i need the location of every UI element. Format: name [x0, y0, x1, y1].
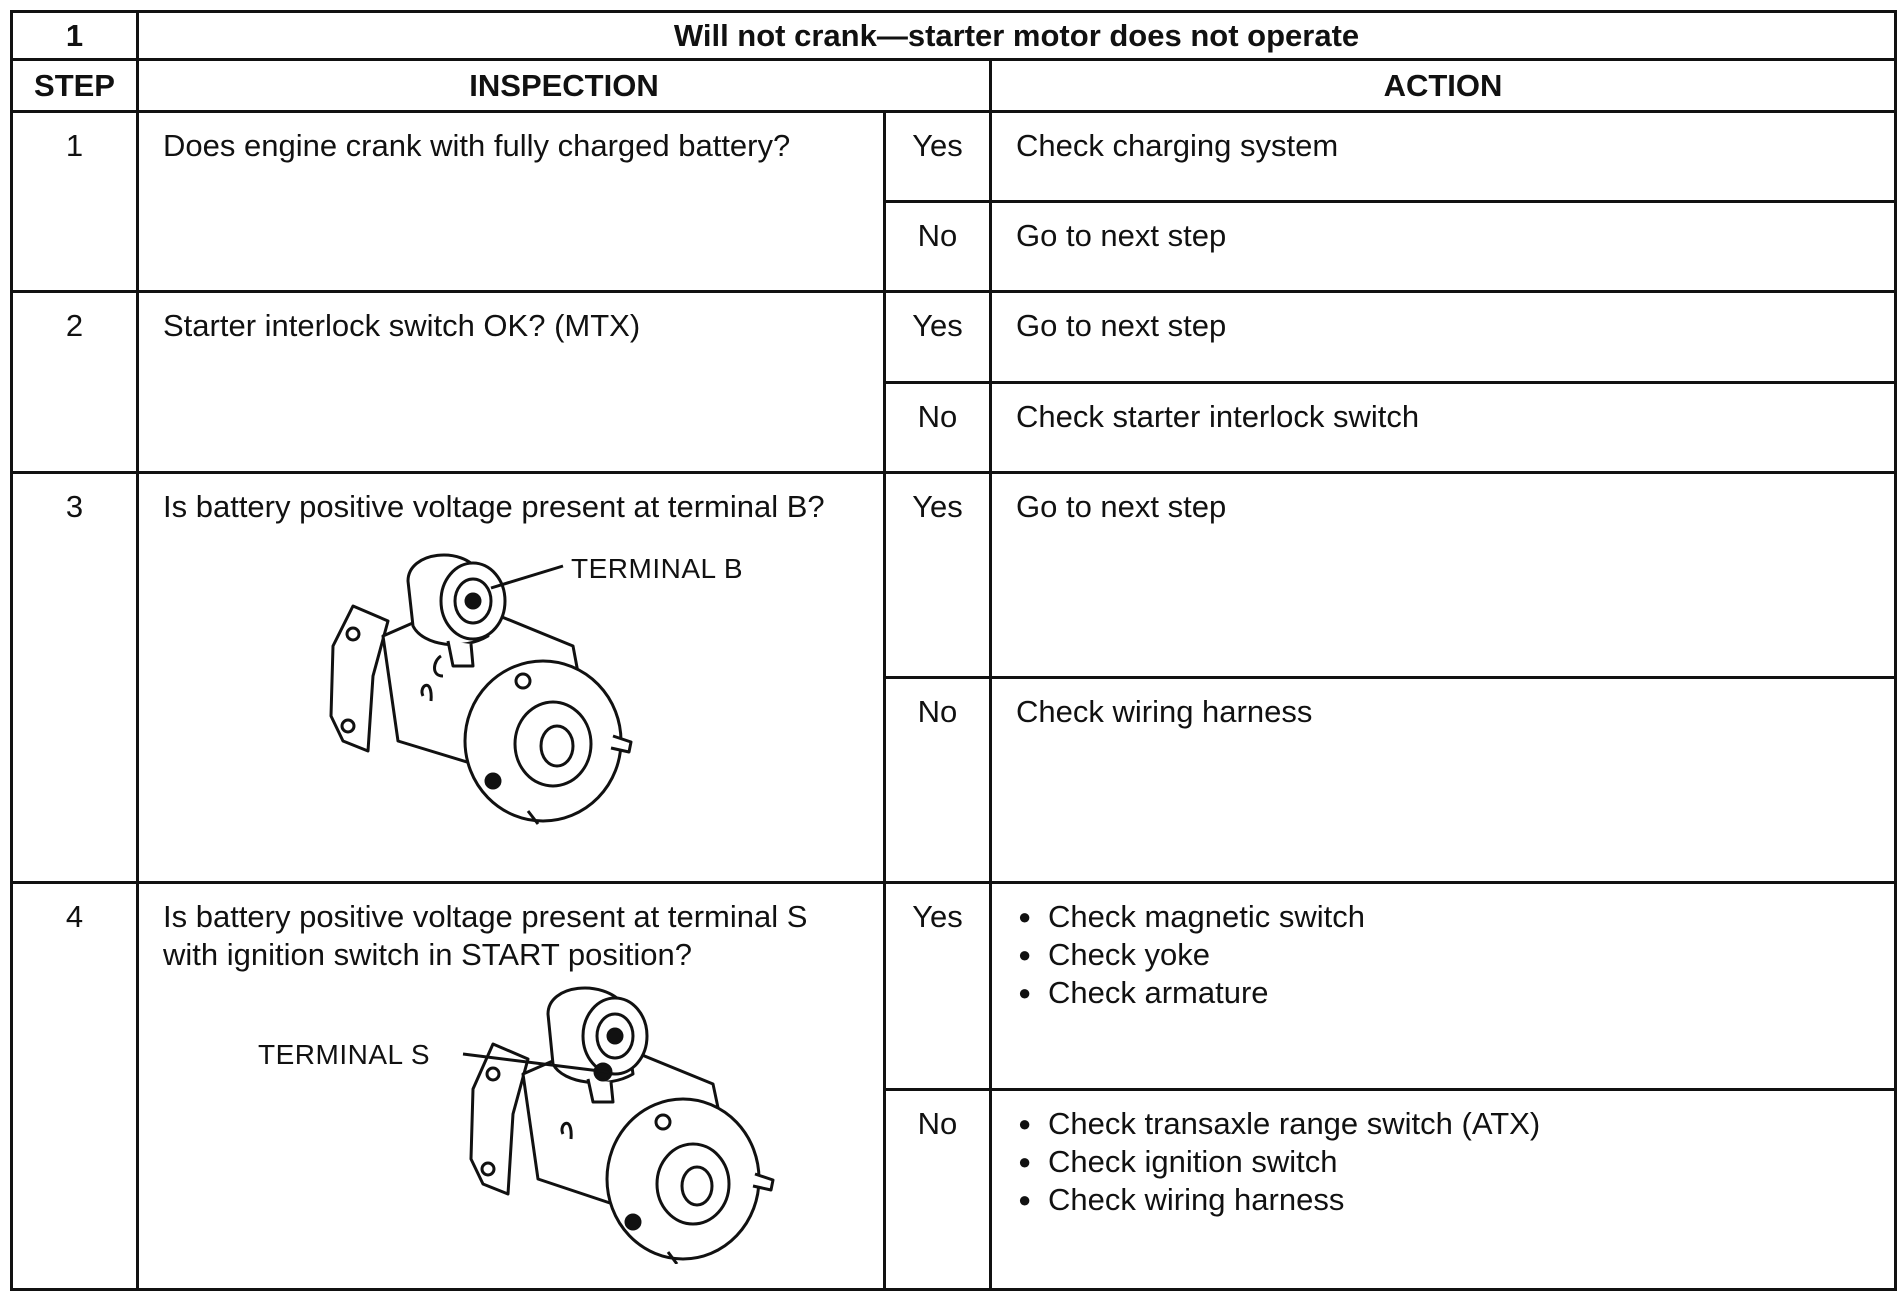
terminal-b-label: TERMINAL B	[571, 553, 743, 584]
list-item: ● Check yoke	[1016, 936, 1872, 974]
table-row	[12, 473, 1896, 678]
table-row	[12, 292, 1896, 383]
inspection-text: Is battery positive voltage present at terminal B?	[163, 489, 825, 524]
title-row	[12, 12, 1896, 60]
yes-label: Yes	[885, 112, 991, 202]
no-label: No	[885, 383, 991, 473]
no-label: No	[885, 1090, 991, 1290]
inspection-text: Starter interlock switch OK? (MTX)	[138, 292, 885, 473]
step-number: 2	[12, 292, 138, 473]
inspection-column-header: INSPECTION	[138, 60, 991, 112]
no-action: Go to next step	[991, 202, 1896, 292]
yes-label: Yes	[885, 473, 991, 678]
table-row	[12, 883, 1896, 1090]
step-number: 1	[12, 112, 138, 292]
step-column-header: STEP	[12, 60, 138, 112]
troubleshooting-table	[10, 10, 1897, 1291]
table-number: 1	[12, 12, 138, 60]
terminal-s-leader-line	[163, 974, 863, 1264]
yes-actions	[991, 883, 1896, 1090]
inspection-cell	[138, 883, 885, 1290]
no-actions	[991, 1090, 1896, 1290]
action-column-header: ACTION	[991, 60, 1896, 112]
terminal-s-label: TERMINAL S	[258, 1039, 430, 1070]
yes-action-list	[1016, 898, 1872, 1012]
step-number: 4	[12, 883, 138, 1290]
yes-label: Yes	[885, 292, 991, 383]
starter-motor-figure-s	[163, 974, 863, 1264]
no-label: No	[885, 678, 991, 883]
list-item: ● Check magnetic switch	[1016, 898, 1872, 936]
list-item: ● Check ignition switch	[1016, 1143, 1872, 1181]
list-item: ● Check transaxle range switch (ATX)	[1016, 1105, 1872, 1143]
inspection-cell	[138, 473, 885, 883]
inspection-text: Is battery positive voltage present at terminal S with ignition switch in START position?	[163, 899, 808, 972]
no-action-list	[1016, 1105, 1872, 1219]
yes-label: Yes	[885, 883, 991, 1090]
yes-action: Check charging system	[991, 112, 1896, 202]
yes-action: Go to next step	[991, 292, 1896, 383]
starter-motor-figure-b	[163, 526, 843, 826]
column-header-row	[12, 60, 1896, 112]
troubleshooting-table-frame	[10, 10, 1894, 1302]
step-number: 3	[12, 473, 138, 883]
no-label: No	[885, 202, 991, 292]
table-row	[12, 112, 1896, 202]
no-action: Check wiring harness	[991, 678, 1896, 883]
inspection-text: Does engine crank with fully charged battery?	[138, 112, 885, 292]
no-action: Check starter interlock switch	[991, 383, 1896, 473]
list-item: ● Check wiring harness	[1016, 1181, 1872, 1219]
list-item: ● Check armature	[1016, 974, 1872, 1012]
yes-action: Go to next step	[991, 473, 1896, 678]
table-title: Will not crank—starter motor does not operate	[138, 12, 1896, 60]
